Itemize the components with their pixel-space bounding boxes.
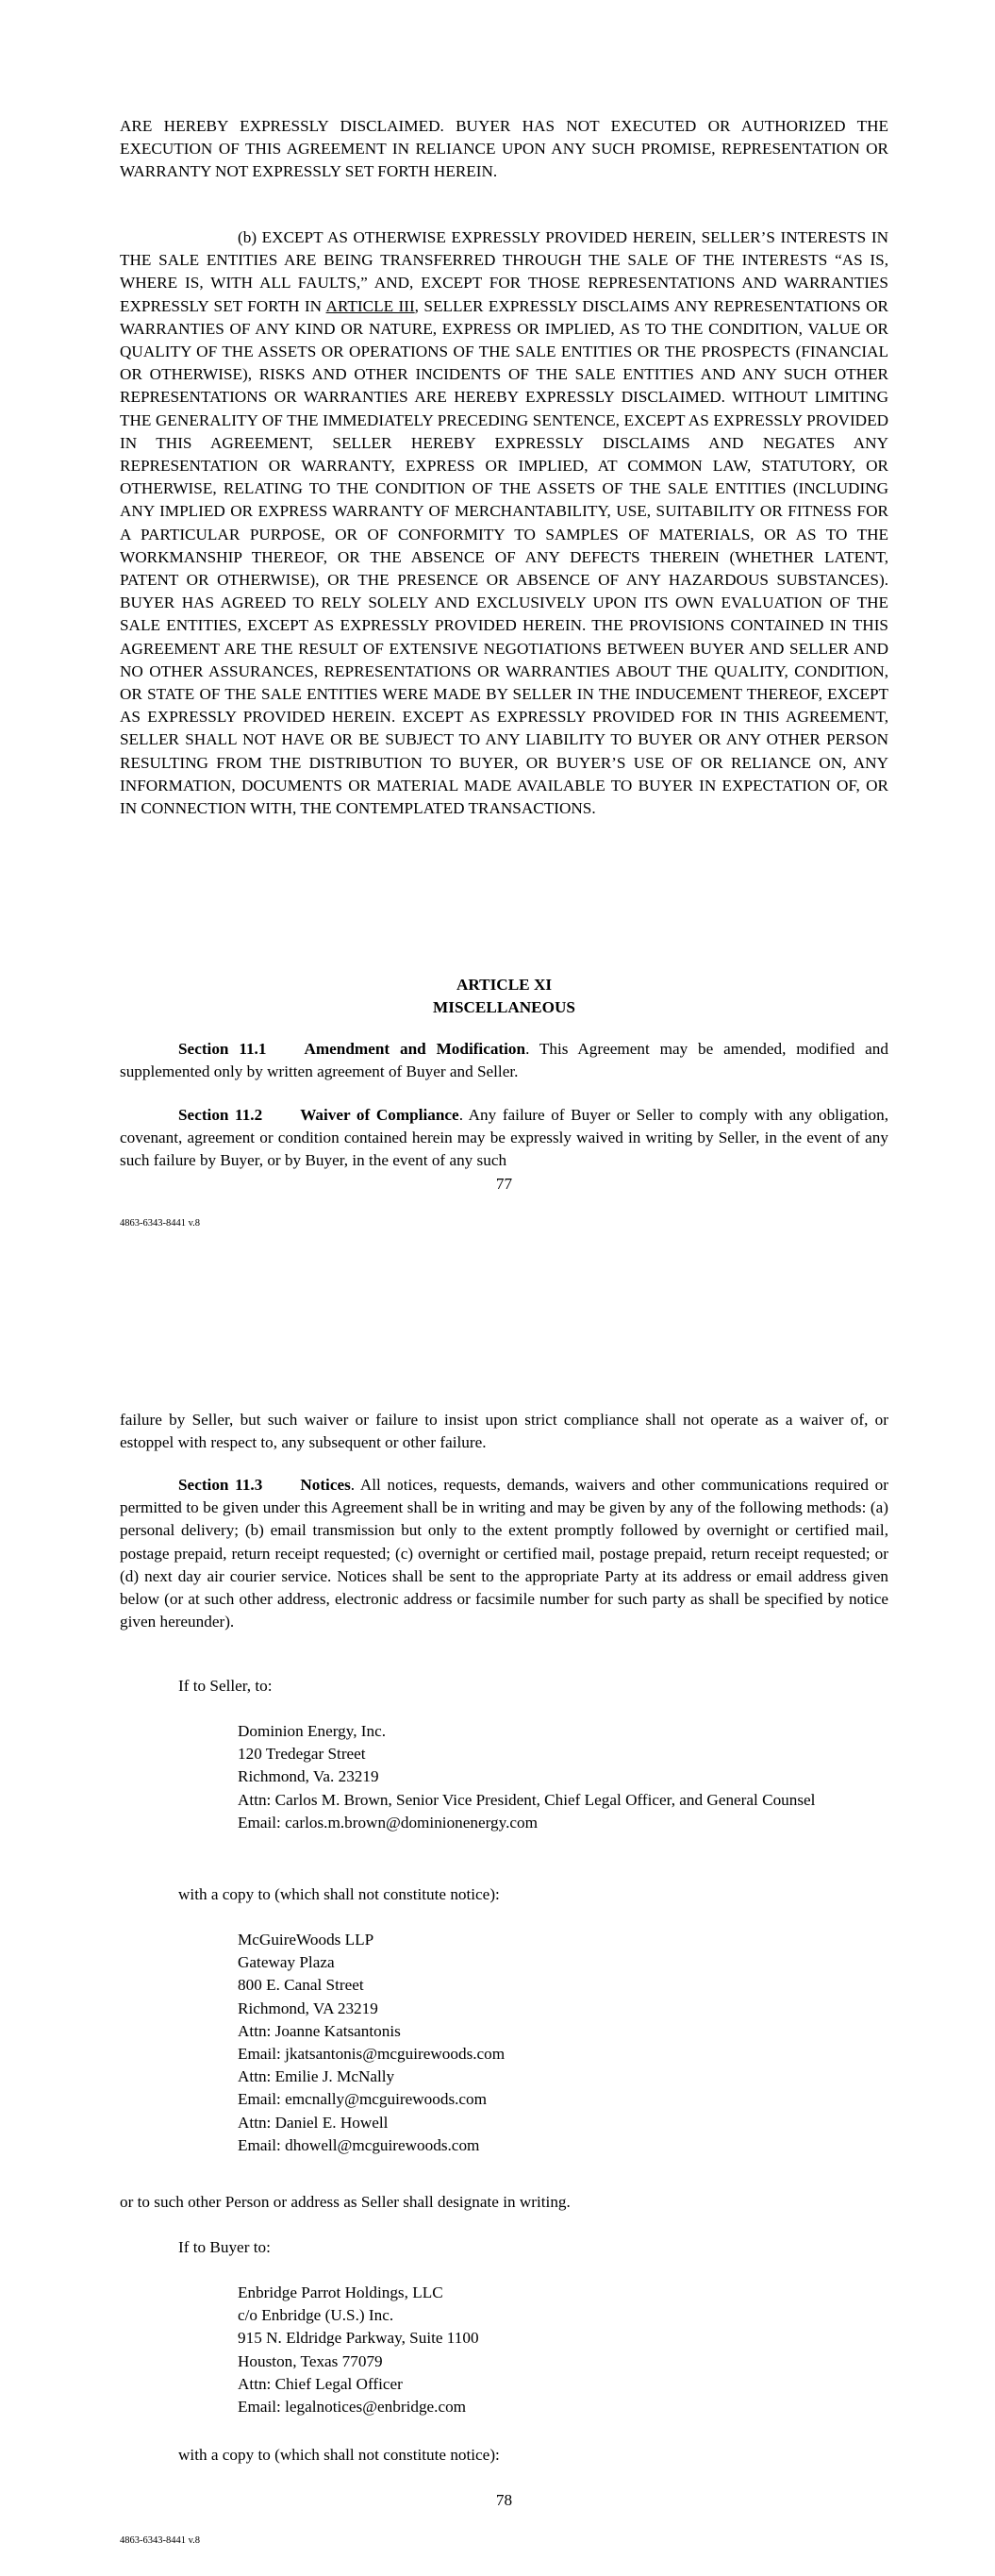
copy-to-buyer-label: with a copy to (which shall not constitute notice): xyxy=(178,2446,500,2464)
buyer-email-line: Email: legalnotices@enbridge.com xyxy=(238,2398,467,2417)
seller-copy-line: 800 E. Canal Street xyxy=(238,1976,364,1995)
or-other-designation: or to such other Person or address as Seller shall designate in writing. xyxy=(120,2193,571,2211)
buyer-attn-line: Attn: Chief Legal Officer xyxy=(238,2374,403,2393)
section-11-1-number: Section 11.1 xyxy=(178,1040,267,1058)
buyer-address-line: c/o Enbridge (U.S.) Inc. xyxy=(238,2306,394,2325)
seller-copy-line: McGuireWoods LLP xyxy=(238,1931,374,1949)
seller-copy-line: Richmond, VA 23219 xyxy=(238,1999,378,2017)
seller-address-line: Richmond, Va. 23219 xyxy=(238,1767,379,1786)
buyer-address-line: Enbridge Parrot Holdings, LLC xyxy=(238,2283,443,2301)
if-to-buyer-label: If to Buyer to: xyxy=(178,2238,271,2256)
section-11-2 xyxy=(120,1104,888,1173)
page-number: 78 xyxy=(495,2491,513,2509)
section-11-2-title: Waiver of Compliance xyxy=(300,1106,459,1124)
article-iii-link[interactable]: ARTICLE III xyxy=(325,296,415,315)
seller-copy-line: Gateway Plaza xyxy=(238,1953,335,1972)
if-to-seller-label: If to Seller, to: xyxy=(178,1677,273,1695)
paragraph-b-rest: , SELLER EXPRESSLY DISCLAIMS ANY REPRESENTATIONS OR WARRANTIES OF ANY KIND OR NATURE, EXPRESS OR IMPLIED, AS TO THE CONDITION, VALUE OR QUALITY OF THE ASSETS OR OPERATIONS OF THE SALE ENTITIES OR THE PROSPECTS (FINANCIAL OR OTHERWISE), RISKS AND OTHER INCIDENTS OF THE SALE ENTITIES AND ANY SUCH OTHER REPRESENTATIONS OR WARRANTIES ARE HEREBY EXPRESSLY DISCLAIMED. WITHOUT LIMITING THE GENERALITY OF THE IMMEDIATELY PRECEDING SENTENCE, EXCEPT AS EXPRESSLY PROVIDED IN THIS AGREEMENT, SELLER HEREBY EXPRESSLY DISCLAIMS AND NEGATES ANY REPRESENTATION OR WARRANTY, EXPRESS OR IMPLIED, AT COMMON LAW, STATUTORY, OR OTHERWISE, RELATING TO THE CONDITION OF THE ASSETS OF THE SALE ENTITIES (INCLUDING ANY IMPLIED OR EXPRESS WARRANTY OF MERCHANTABILITY, USE, SUITABILITY OR FITNESS FOR A PARTICULAR PURPOSE, OR OF CONFORMITY TO SAMPLES OF MATERIALS, OR AS TO THE WORKMANSHIP THEREOF, OR THE ABSENCE OF ANY DEFECTS THEREIN (WHETHER LATENT, PATENT OR OTHERWISE), OR THE PRESENCE OR ABSENCE OF ANY HAZARDOUS SUBSTANCES). BUYER HAS AGREED TO RELY SOLELY AND EXCLUSIVELY UPON ITS OWN EVALUATION OF THE SALE ENTITIES, EXCEPT AS EXPRESSLY PROVIDED HEREIN. THE PROVISIONS CONTAINED IN THIS AGREEMENT ARE THE RESULT OF EXTENSIVE NEGOTIATIONS BETWEEN BUYER AND SELLER AND NO OTHER ASSURANCES, REPRESENTATIONS OR WARRANTIES ABOUT THE QUALITY, CONDITION, OR STATE OF THE SALE ENTITIES WERE MADE BY SELLER IN THE INDUCEMENT THEREOF, EXCEPT AS EXPRESSLY PROVIDED HEREIN. EXCEPT AS EXPRESSLY PROVIDED FOR IN THIS AGREEMENT, SELLER SHALL NOT HAVE OR BE SUBJECT TO ANY LIABILITY TO BUYER OR ANY OTHER PERSON RESULTING FROM THE DISTRIBUTION TO BUYER, OR BUYER’S USE OF OR RELIANCE ON, ANY INFORMATION, DOCUMENTS OR MATERIAL MADE AVAILABLE TO BUYER IN EXPECTATION OF, OR IN CONNECTION WITH, THE CONTEMPLATED TRANSACTIONS. xyxy=(120,296,888,818)
paragraph-b-lead: (b) EXCEPT AS OTHERWISE EXPRESSLY PROVIDED HEREIN, SELLER’S INTERESTS IN THE SALE ENTITIES ARE BEING TRANSFERRED THROUGH THE SALE OF THE INTERESTS “AS IS, WHERE IS, WITH ALL FAULTS,” AND, EXCEPT FOR THOSE REPRESENTATIONS AND WARRANTIES EXPRESSLY SET FORTH IN xyxy=(120,228,888,315)
section-11-1-title: Amendment and Modification xyxy=(304,1040,526,1058)
seller-copy-attn: Attn: Daniel E. Howell xyxy=(238,2113,389,2132)
article-title: ARTICLE XI xyxy=(456,976,553,994)
section-11-2-text: . Any failure of Buyer or Seller to comply with any obligation, covenant, agreement or condition contained herein may be expressly waived in writing by Seller, in the event of any such failure by Buyer, or by Buyer, in the event of any such xyxy=(120,1106,888,1170)
buyer-address-block xyxy=(238,2282,888,2418)
section-11-2-number: Section 11.2 xyxy=(178,1106,263,1124)
section-11-1-text: . This Agreement may be amended, modified and supplemented only by written agreement of Buyer and Seller. xyxy=(120,1040,888,1081)
section-11-2-continued: failure by Seller, but such waiver or failure to insist upon strict compliance shall not operate as a waiver of, or estoppel with respect to, any subsequent or other failure. xyxy=(120,1411,888,1452)
seller-address-block xyxy=(238,1720,888,1834)
seller-copy-email: Email: emcnally@mcguirewoods.com xyxy=(238,2090,488,2109)
paragraph-b xyxy=(120,226,888,820)
buyer-address-line: Houston, Texas 77079 xyxy=(238,2351,383,2370)
seller-address-line: 120 Tredegar Street xyxy=(238,1745,366,1764)
page-78 xyxy=(0,1288,995,2576)
paragraph-disclaimer-end: ARE HEREBY EXPRESSLY DISCLAIMED. BUYER HAS NOT EXECUTED OR AUTHORIZED THE EXECUTION OF THIS AGREEMENT IN RELIANCE UPON ANY SUCH PROMISE, REPRESENTATION OR WARRANTY NOT EXPRESSLY SET FORTH HEREIN. xyxy=(120,117,888,181)
copy-to-seller-label: with a copy to (which shall not constitute notice): xyxy=(178,1885,500,1903)
article-subtitle: MISCELLANEOUS xyxy=(433,998,575,1016)
section-11-3-title: Notices xyxy=(300,1476,351,1494)
buyer-address-line: 915 N. Eldridge Parkway, Suite 1100 xyxy=(238,2329,479,2348)
seller-email-line: Email: carlos.m.brown@dominionenergy.com xyxy=(238,1813,538,1832)
section-11-3-number: Section 11.3 xyxy=(178,1476,263,1494)
seller-copy-email: Email: jkatsantonis@mcguirewoods.com xyxy=(238,2045,506,2064)
document-id: 4863-6343-8441 v.8 xyxy=(120,2535,201,2546)
seller-address-line: Dominion Energy, Inc. xyxy=(238,1722,387,1740)
section-11-3-text: . All notices, requests, demands, waivers and other communications required or permitted to be given under this Agreement shall be in writing and may be given by any of the following methods: (a) personal delivery; (b) email transmission but only to the extent promptly followed by overnight or certified mail, postage prepaid, return receipt requested; (c) overnight or certified mail, postage prepaid, return receipt requested; or (d) next day air courier service. Notices shall be sent to the appropriate Party at its address or email address given below (or at such other address, electronic address or facsimile number for such party as shall be specified by notice given hereunder). xyxy=(120,1476,888,1631)
seller-copy-address-block xyxy=(238,1929,888,2157)
document-id: 4863-6343-8441 v.8 xyxy=(120,1218,201,1229)
seller-copy-attn: Attn: Emilie J. McNally xyxy=(238,2067,395,2086)
section-11-3 xyxy=(120,1474,888,1633)
seller-copy-email: Email: dhowell@mcguirewoods.com xyxy=(238,2135,480,2154)
section-11-1 xyxy=(120,1038,888,1083)
seller-attn-line: Attn: Carlos M. Brown, Senior Vice President, Chief Legal Officer, and General Counsel xyxy=(238,1790,816,1809)
seller-copy-attn: Attn: Joanne Katsantonis xyxy=(238,2021,401,2040)
page-number: 77 xyxy=(495,1175,513,1193)
